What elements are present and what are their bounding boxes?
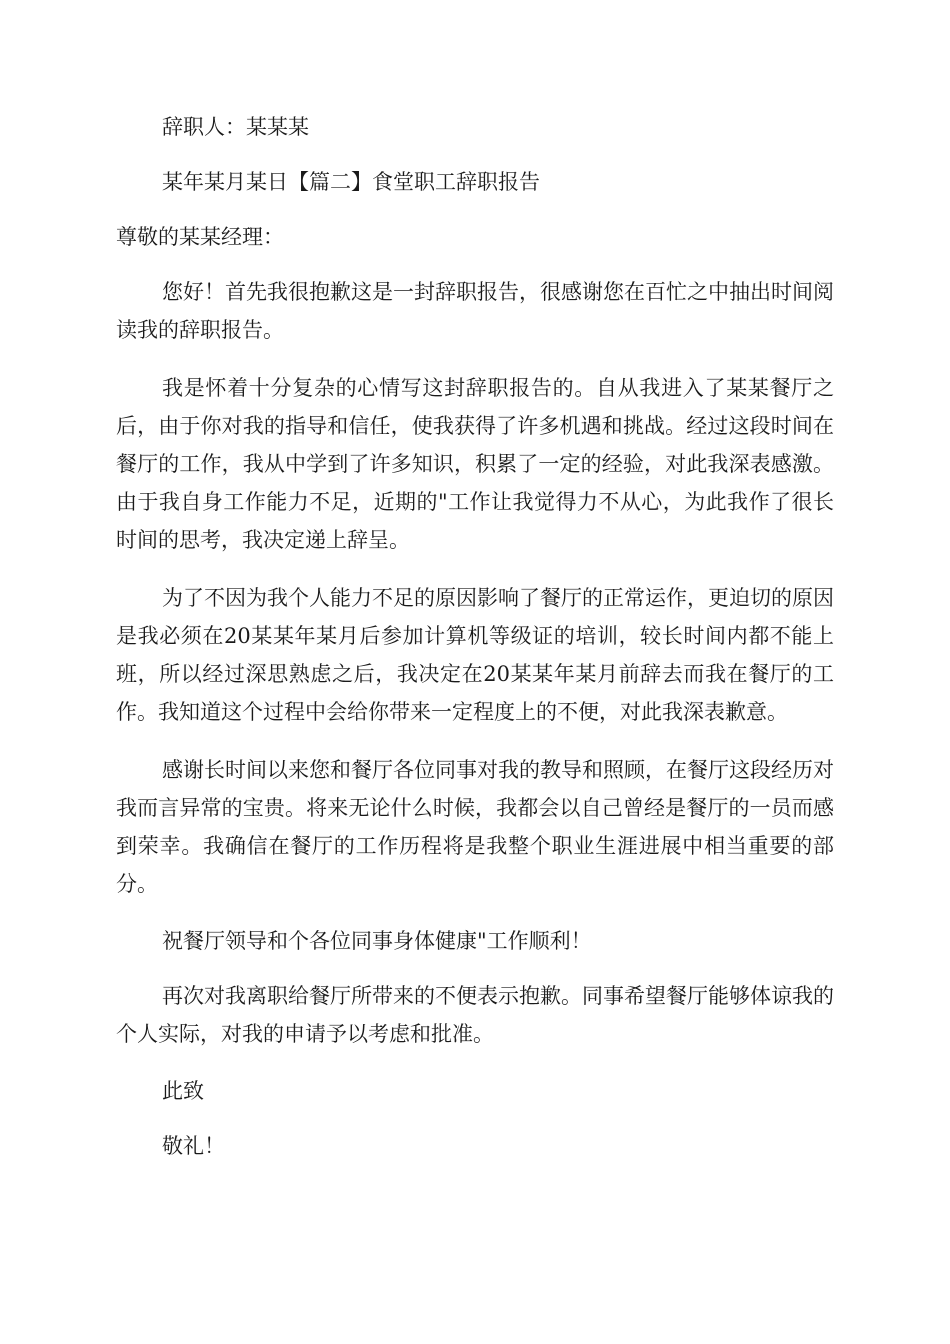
document-page <box>116 108 834 1165</box>
body-paragraph-thanks: 感谢长时间以来您和餐厅各位同事对我的教导和照顾，在餐厅这段经历对我而言异常的宝贵。将来无论什么时候，我都会以自己曾经是餐厅的一员而感到荣幸。我确信在餐厅的工作历程将是我整个职业生涯进展中相当重要的部分。 <box>116 758 834 896</box>
body-paragraph-wishes: 祝餐厅领导和个各位同事身体健康"工作顺利！ <box>162 929 592 953</box>
date-and-title-line: 某年某月某日【篇二】食堂职工辞职报告 <box>162 170 540 194</box>
regards-line: 敬礼！ <box>162 1134 225 1158</box>
body-paragraph-apology: 再次对我离职给餐厅所带来的不便表示抱歉。同事希望餐厅能够体谅我的个人实际，对我的申请予以考虑和批准。 <box>116 984 834 1046</box>
body-paragraph-plan: 为了不因为我个人能力不足的原因影响了餐厅的正常运作，更迫切的原因是我必须在20某某年某月后参加计算机等级证的培训，较长时间内都不能上班，所以经过深思熟虑之后，我决定在20某某年某月前辞去而我在餐厅的工作。我知道这个过程中会给你带来一定程度上的不便，对此我深表歉意。 <box>116 586 834 724</box>
body-paragraph-reason: 我是怀着十分复杂的心情写这封辞职报告的。自从我进入了某某餐厅之后，由于你对我的指导和信任，使我获得了许多机遇和挑战。经过这段时间在餐厅的工作，我从中学到了许多知识，积累了一定的经验，对此我深表感激。由于我自身工作能力不足，近期的"工作让我觉得力不从心，为此我作了很长时间的思考，我决定递上辞呈。 <box>116 376 834 552</box>
salutation: 尊敬的某某经理： <box>116 225 284 249</box>
signer-line: 辞职人：某某某 <box>162 115 309 139</box>
closing-line: 此致 <box>162 1079 204 1103</box>
body-paragraph-greeting: 您好！首先我很抱歉这是一封辞职报告，很感谢您在百忙之中抽出时间阅读我的辞职报告。 <box>116 280 834 342</box>
